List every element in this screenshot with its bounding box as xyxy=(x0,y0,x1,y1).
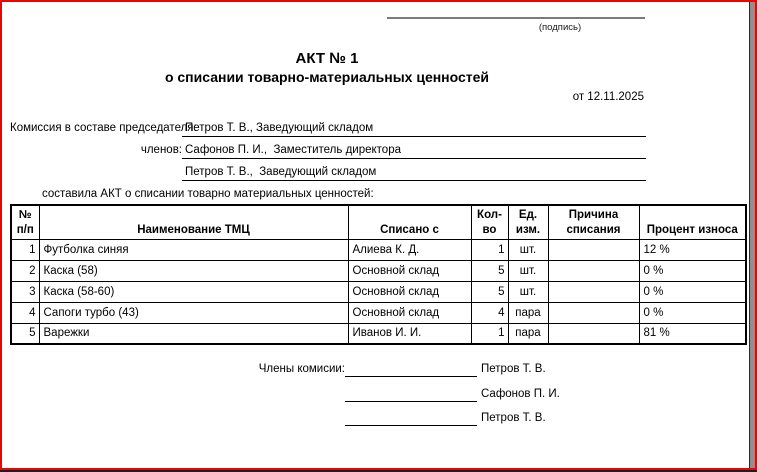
table-row xyxy=(11,260,746,281)
signature-name: Сафонов П. И. xyxy=(481,388,560,400)
members-row xyxy=(10,143,646,159)
cell-wear: 12 % xyxy=(639,239,746,260)
cell-qty: 1 xyxy=(471,323,508,344)
cell-num: 5 xyxy=(11,323,39,344)
cell-source: Алиева К. Д. xyxy=(348,239,471,260)
header-unit: Ед. изм. xyxy=(508,205,548,239)
cell-unit: пара xyxy=(508,323,548,344)
top-signature-caption: (подпись) xyxy=(538,22,582,33)
signature-blank-line xyxy=(345,386,477,402)
table-row xyxy=(11,302,746,323)
header-reason: Причина списания xyxy=(548,205,639,239)
cell-source: Иванов И. И. xyxy=(348,323,471,344)
table-header-row xyxy=(11,205,746,239)
signature-row xyxy=(0,410,620,426)
cell-qty: 1 xyxy=(471,239,508,260)
member-field-2: Петров Т. В., Заведующий складом xyxy=(182,165,646,181)
signature-row xyxy=(0,361,620,377)
cell-qty: 5 xyxy=(471,281,508,302)
cell-source: Основной склад xyxy=(348,260,471,281)
members-label: членов: xyxy=(140,144,182,156)
table-row xyxy=(11,323,746,344)
signature-label-spacer xyxy=(0,386,345,402)
cell-name: Каска (58) xyxy=(39,260,348,281)
cell-wear: 0 % xyxy=(639,260,746,281)
writeoff-table xyxy=(10,204,747,345)
cell-qty: 5 xyxy=(471,260,508,281)
chairman-label: Комиссия в составе председателя: xyxy=(10,122,197,134)
cell-wear: 0 % xyxy=(639,302,746,323)
table-row xyxy=(11,239,746,260)
signature-label-spacer xyxy=(0,410,345,426)
cell-num: 4 xyxy=(11,302,39,323)
signature-blank-line xyxy=(345,361,477,377)
cell-unit: шт. xyxy=(508,239,548,260)
header-num: № п/п xyxy=(11,205,39,239)
cell-reason xyxy=(548,239,639,260)
chairman-field: Петров Т. В., Заведующий складом xyxy=(182,121,646,137)
cell-unit: пара xyxy=(508,302,548,323)
act-subtitle: о списании товарно-материальных ценностей xyxy=(164,69,490,85)
cell-reason xyxy=(548,260,639,281)
cell-name: Футболка синяя xyxy=(39,239,348,260)
member-field-1: Сафонов П. И., Заместитель директора xyxy=(182,143,646,159)
act-date: от 12.11.2025 xyxy=(572,91,644,103)
act-title: АКТ № 1 xyxy=(295,50,359,67)
table-row xyxy=(11,281,746,302)
signature-row xyxy=(0,386,620,402)
cell-num: 2 xyxy=(11,260,39,281)
statement-line: составила АКТ о списании товарно материальных ценностей: xyxy=(42,188,374,200)
cell-wear: 0 % xyxy=(639,281,746,302)
cell-reason xyxy=(548,281,639,302)
header-source: Списано с xyxy=(348,205,471,239)
right-edge-bar xyxy=(749,2,755,470)
cell-reason xyxy=(548,323,639,344)
header-wear: Процент износа xyxy=(639,205,746,239)
cell-unit: шт. xyxy=(508,260,548,281)
cell-source: Основной склад xyxy=(348,281,471,302)
cell-name: Варежки xyxy=(39,323,348,344)
cell-qty: 4 xyxy=(471,302,508,323)
header-name: Наименование ТМЦ xyxy=(39,205,348,239)
chairman-row xyxy=(10,121,646,137)
signature-name: Петров Т. В. xyxy=(481,363,546,375)
cell-name: Сапоги турбо (43) xyxy=(39,302,348,323)
cell-source: Основной склад xyxy=(348,302,471,323)
top-signature-line xyxy=(387,17,645,19)
header-qty: Кол- во xyxy=(471,205,508,239)
cell-num: 3 xyxy=(11,281,39,302)
signature-blank-line xyxy=(345,410,477,426)
cell-num: 1 xyxy=(11,239,39,260)
cell-wear: 81 % xyxy=(639,323,746,344)
cell-name: Каска (58-60) xyxy=(39,281,348,302)
signature-name: Петров Т. В. xyxy=(481,412,546,424)
cell-unit: шт. xyxy=(508,281,548,302)
member-label-spacer xyxy=(10,165,182,181)
commission-members-label: Члены комисии: xyxy=(258,363,345,375)
member-row-2 xyxy=(10,165,646,181)
cell-reason xyxy=(548,302,639,323)
